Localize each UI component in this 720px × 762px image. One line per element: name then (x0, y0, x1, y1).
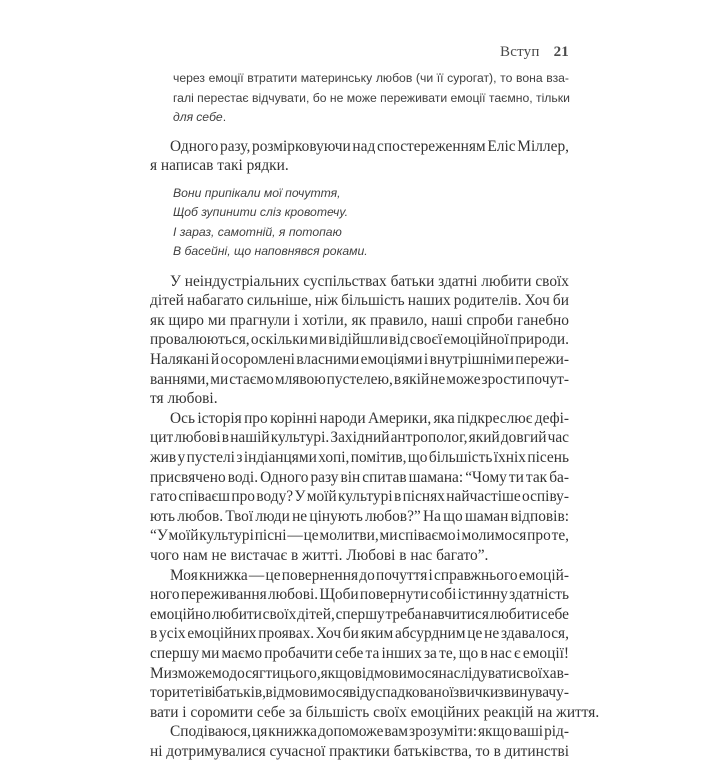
paragraph (150, 272, 569, 409)
text-line: торитетів і батьків, відмовимося від успадкованої звички звинувачу- (150, 684, 569, 702)
intro-paragraph (150, 137, 569, 176)
text-line: гато співаєш про воду? У моїй культурі в піснях найчастіше оспіву- (150, 488, 569, 506)
text-line: Сподіваюся, ця книжка допоможе вам зрозуміти: якщо ваші рід- (170, 723, 569, 741)
text-line: жив у пустелі з індіанцями хопі, помітив, що більшість їхніх пісень (150, 449, 569, 467)
quote-italic-text: для себе (173, 110, 223, 124)
running-head (440, 44, 569, 61)
text-line: як щиро ми прагнули і хотіли, як правило, наші спроби ганебно (150, 311, 569, 329)
text-line: цит любові в нашій культурі. Західний антрополог, який довгий час (150, 429, 569, 447)
text-line: вати і соромити себе за більшість своїх емоційних реакцій на життя. (150, 703, 600, 721)
paragraph (150, 722, 569, 761)
text-line: дітей набагато сильніше, ніж більшість наших родителів. Хоч би (150, 292, 569, 310)
text-line: провалюються, оскільки ми відійшли від своєї емоційної природи. (150, 331, 569, 349)
text-line: Ми зможемо досягти цього, якщо відмовимося наслідувати своїх ав- (150, 664, 569, 682)
poem-line: Вони припікали мої почуття, (173, 185, 341, 200)
paragraph (150, 409, 569, 566)
poem-line: Щоб зупинити сліз кровотечу. (173, 205, 349, 220)
text-line: тя любові. (150, 390, 218, 408)
poem (173, 184, 569, 262)
text-line: присвячено воді. Одного разу він спитав шамана: “Чому ти так ба- (150, 468, 569, 486)
text-line: чого нам не вистачає в житті. Любові в нас багато”. (150, 547, 489, 564)
quote-line: галі перестає відчувати, бо не може переживати емоції таємно, тільки (173, 90, 570, 105)
page-number: 21 (553, 44, 569, 60)
text-line: я написав такі рядки. (150, 157, 289, 175)
text-line: ного переживання любові. Щоби повернути собі істинну здатність (150, 586, 569, 604)
quote-line: через емоції втратити материнську любов (чи її сурогат), то вона вза- (173, 71, 569, 85)
text-line: Налякані й осоромлені власними емоціями і внутрішніми пережи- (150, 351, 569, 369)
text-line: У неіндустріальних суспільствах батьки здатні любити своїх (170, 272, 569, 290)
text-line: ваннями, ми стаємо млявою пустелею, в якій не може зрости почут- (150, 370, 569, 388)
text-line: Моя книжка — це повернення до почуття і справжнього емоцій- (170, 566, 569, 584)
text-line: в усіх емоційних проявах. Хоч би яким абсурдним це не здавалося, (150, 625, 569, 643)
quote-line: для себе. (173, 110, 227, 124)
poem-line: І зараз, самотній, я потопаю (173, 224, 342, 239)
paragraph (150, 566, 600, 723)
text-line: ють любов. Твої люди не цінують любов?” На що шаман відповів: (150, 507, 569, 525)
quote-block (173, 69, 569, 128)
text-line: ні дотримувалися сучасної практики батьківства, то в дитинстві (150, 742, 569, 760)
text-line: емоційно любити своїх дітей, спершу треба навчитися любити себе (150, 605, 569, 623)
text-line: Ось історія про корінні народи Америки, яка підкреслює дефі- (170, 409, 569, 427)
page-body (150, 69, 600, 762)
text-line: “У моїй культурі пісні — це молитви, ми співаємо і молимося про те, (150, 527, 569, 545)
poem-line: В басейні, що наповнявся роками. (173, 244, 368, 259)
text-line: Одного разу, розмірковуючи над спостереженням Еліс Міллер, (170, 137, 569, 155)
text-line: спершу ми маємо пробачити себе та інших за те, що в нас є емоції! (150, 644, 569, 662)
section-title: Вступ (500, 44, 540, 60)
